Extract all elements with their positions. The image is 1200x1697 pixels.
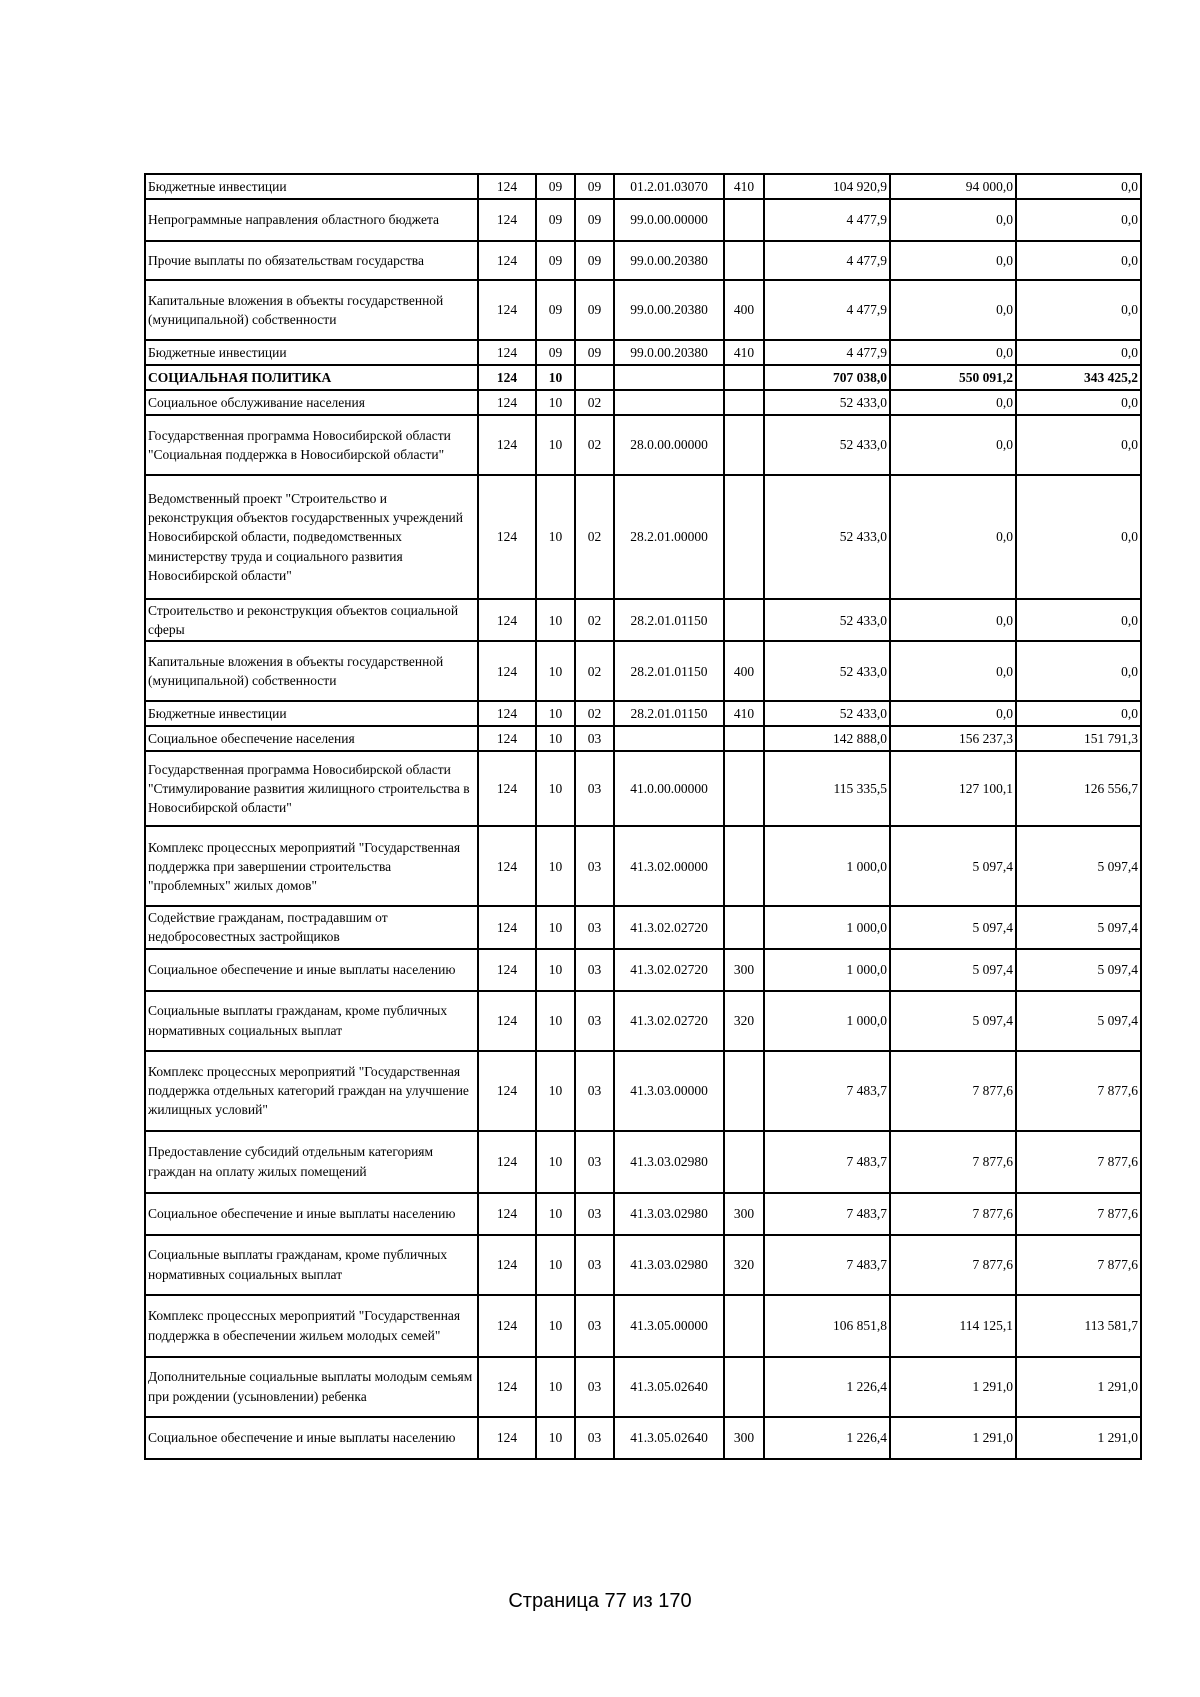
cell-amount-year2: 0,0: [890, 241, 1016, 280]
cell-amount-year1: 115 335,5: [764, 751, 890, 826]
cell-amount-year1: 104 920,9: [764, 174, 890, 199]
cell-expense-type: [724, 751, 764, 826]
table-row: [145, 199, 1141, 241]
cell-grbs: 124: [478, 415, 536, 475]
table-row: [145, 1235, 1141, 1295]
cell-name: Государственная программа Новосибирской области "Стимулирование развития жилищного строительства в Новосибирской области": [145, 751, 478, 826]
cell-section: 09: [536, 280, 575, 340]
cell-expense-type: [724, 599, 764, 641]
cell-name: Государственная программа Новосибирской области "Социальная поддержка в Новосибирской области": [145, 415, 478, 475]
cell-amount-year1: 4 477,9: [764, 340, 890, 365]
cell-grbs: 124: [478, 751, 536, 826]
table-row: [145, 599, 1141, 641]
cell-target-article: 41.3.03.00000: [614, 1051, 724, 1131]
cell-name: Предоставление субсидий отдельным категориям граждан на оплату жилых помещений: [145, 1131, 478, 1193]
table-row: [145, 1357, 1141, 1417]
cell-amount-year3: 0,0: [1016, 475, 1141, 599]
cell-expense-type: [724, 390, 764, 415]
cell-amount-year1: 142 888,0: [764, 726, 890, 751]
cell-subsection: 02: [575, 475, 614, 599]
cell-amount-year2: 7 877,6: [890, 1235, 1016, 1295]
budget-table: [144, 173, 1142, 1460]
cell-target-article: 28.2.01.01150: [614, 641, 724, 701]
cell-target-article: [614, 390, 724, 415]
cell-grbs: 124: [478, 365, 536, 390]
table-row: [145, 1295, 1141, 1357]
cell-target-article: 28.0.00.00000: [614, 415, 724, 475]
cell-amount-year2: 5 097,4: [890, 826, 1016, 906]
cell-amount-year1: 1 226,4: [764, 1417, 890, 1459]
cell-subsection: 09: [575, 241, 614, 280]
cell-section: 10: [536, 751, 575, 826]
cell-expense-type: 410: [724, 340, 764, 365]
cell-grbs: 124: [478, 949, 536, 991]
cell-name: Непрограммные направления областного бюджета: [145, 199, 478, 241]
cell-amount-year1: 52 433,0: [764, 390, 890, 415]
table-row: [145, 991, 1141, 1051]
cell-target-article: [614, 726, 724, 751]
cell-amount-year3: 126 556,7: [1016, 751, 1141, 826]
cell-name: Комплекс процессных мероприятий "Государственная поддержка отдельных категорий граждан на улучшение жилищных условий": [145, 1051, 478, 1131]
cell-name: Бюджетные инвестиции: [145, 174, 478, 199]
cell-amount-year2: 550 091,2: [890, 365, 1016, 390]
cell-expense-type: 300: [724, 1193, 764, 1235]
cell-expense-type: [724, 199, 764, 241]
cell-section: 10: [536, 1051, 575, 1131]
table-row: [145, 1131, 1141, 1193]
cell-amount-year1: 52 433,0: [764, 641, 890, 701]
cell-amount-year2: 5 097,4: [890, 949, 1016, 991]
cell-amount-year3: 5 097,4: [1016, 991, 1141, 1051]
cell-grbs: 124: [478, 701, 536, 726]
cell-target-article: 41.3.03.02980: [614, 1235, 724, 1295]
cell-section: 10: [536, 1295, 575, 1357]
cell-amount-year3: 0,0: [1016, 241, 1141, 280]
cell-amount-year2: 7 877,6: [890, 1051, 1016, 1131]
cell-expense-type: 320: [724, 991, 764, 1051]
cell-grbs: 124: [478, 1193, 536, 1235]
cell-subsection: 03: [575, 1235, 614, 1295]
cell-grbs: 124: [478, 906, 536, 948]
cell-amount-year2: 0,0: [890, 415, 1016, 475]
cell-amount-year3: 0,0: [1016, 340, 1141, 365]
cell-amount-year1: 52 433,0: [764, 701, 890, 726]
table-row: [145, 475, 1141, 599]
cell-target-article: 28.2.01.01150: [614, 701, 724, 726]
table-row: [145, 906, 1141, 948]
cell-amount-year1: 7 483,7: [764, 1051, 890, 1131]
cell-grbs: 124: [478, 1235, 536, 1295]
cell-section: 10: [536, 390, 575, 415]
cell-subsection: 03: [575, 826, 614, 906]
cell-amount-year3: 5 097,4: [1016, 906, 1141, 948]
table-row: [145, 1193, 1141, 1235]
cell-amount-year3: 5 097,4: [1016, 826, 1141, 906]
cell-section: 10: [536, 475, 575, 599]
cell-amount-year3: 0,0: [1016, 280, 1141, 340]
table-row: [145, 1051, 1141, 1131]
cell-amount-year2: 0,0: [890, 390, 1016, 415]
cell-grbs: 124: [478, 991, 536, 1051]
cell-subsection: 03: [575, 949, 614, 991]
cell-subsection: 02: [575, 599, 614, 641]
cell-target-article: 99.0.00.20380: [614, 280, 724, 340]
cell-amount-year1: 4 477,9: [764, 280, 890, 340]
cell-target-article: 28.2.01.00000: [614, 475, 724, 599]
cell-amount-year1: 7 483,7: [764, 1193, 890, 1235]
cell-amount-year1: 4 477,9: [764, 199, 890, 241]
cell-section: 09: [536, 340, 575, 365]
cell-amount-year1: 52 433,0: [764, 415, 890, 475]
cell-name: Прочие выплаты по обязательствам государства: [145, 241, 478, 280]
cell-amount-year1: 1 000,0: [764, 949, 890, 991]
cell-target-article: 41.3.03.02980: [614, 1131, 724, 1193]
cell-target-article: 41.3.02.02720: [614, 991, 724, 1051]
cell-target-article: 41.3.05.02640: [614, 1357, 724, 1417]
cell-amount-year3: 0,0: [1016, 390, 1141, 415]
cell-subsection: 03: [575, 1131, 614, 1193]
cell-grbs: 124: [478, 280, 536, 340]
cell-expense-type: 410: [724, 174, 764, 199]
cell-expense-type: [724, 826, 764, 906]
cell-target-article: 99.0.00.00000: [614, 199, 724, 241]
cell-expense-type: [724, 415, 764, 475]
cell-amount-year3: 0,0: [1016, 415, 1141, 475]
table-row: [145, 340, 1141, 365]
cell-target-article: 41.3.02.00000: [614, 826, 724, 906]
cell-target-article: 41.3.02.02720: [614, 949, 724, 991]
cell-grbs: 124: [478, 241, 536, 280]
cell-amount-year2: 5 097,4: [890, 906, 1016, 948]
cell-amount-year2: 0,0: [890, 340, 1016, 365]
cell-expense-type: [724, 1131, 764, 1193]
cell-amount-year2: 5 097,4: [890, 991, 1016, 1051]
cell-name: Социальное обслуживание населения: [145, 390, 478, 415]
cell-grbs: 124: [478, 726, 536, 751]
cell-subsection: 09: [575, 174, 614, 199]
cell-amount-year1: 1 000,0: [764, 826, 890, 906]
cell-section: 10: [536, 1235, 575, 1295]
budget-table-body: [145, 174, 1141, 1459]
cell-subsection: 03: [575, 1193, 614, 1235]
cell-target-article: 41.3.05.00000: [614, 1295, 724, 1357]
table-row: [145, 174, 1141, 199]
table-row: [145, 1417, 1141, 1459]
cell-section: 10: [536, 1417, 575, 1459]
cell-expense-type: 400: [724, 641, 764, 701]
cell-grbs: 124: [478, 475, 536, 599]
cell-grbs: 124: [478, 174, 536, 199]
cell-expense-type: 320: [724, 1235, 764, 1295]
cell-section: 10: [536, 415, 575, 475]
cell-amount-year2: 0,0: [890, 475, 1016, 599]
cell-target-article: 28.2.01.01150: [614, 599, 724, 641]
cell-amount-year2: 0,0: [890, 599, 1016, 641]
cell-amount-year3: 0,0: [1016, 701, 1141, 726]
cell-section: 10: [536, 949, 575, 991]
cell-amount-year3: 0,0: [1016, 199, 1141, 241]
cell-section: 10: [536, 599, 575, 641]
cell-target-article: 01.2.01.03070: [614, 174, 724, 199]
cell-amount-year1: 1 226,4: [764, 1357, 890, 1417]
cell-name: Комплекс процессных мероприятий "Государственная поддержка при завершении строительства "проблемных" жилых домов": [145, 826, 478, 906]
cell-amount-year2: 0,0: [890, 280, 1016, 340]
cell-grbs: 124: [478, 1295, 536, 1357]
cell-amount-year3: 0,0: [1016, 174, 1141, 199]
table-row: [145, 751, 1141, 826]
page-number: Страница 77 из 170: [508, 1590, 692, 1612]
cell-subsection: 03: [575, 726, 614, 751]
cell-expense-type: [724, 475, 764, 599]
cell-amount-year2: 0,0: [890, 641, 1016, 701]
cell-name: Ведомственный проект "Строительство и реконструкция объектов государственных учреждений Новосибирской области, подведомственных министерству труда и социального развития Новосибирской области": [145, 475, 478, 599]
cell-expense-type: [724, 241, 764, 280]
cell-expense-type: 400: [724, 280, 764, 340]
cell-target-article: 41.3.02.02720: [614, 906, 724, 948]
cell-grbs: 124: [478, 599, 536, 641]
cell-grbs: 124: [478, 1131, 536, 1193]
cell-grbs: 124: [478, 641, 536, 701]
cell-expense-type: [724, 1295, 764, 1357]
cell-amount-year3: 5 097,4: [1016, 949, 1141, 991]
cell-subsection: 02: [575, 390, 614, 415]
cell-amount-year3: 7 877,6: [1016, 1051, 1141, 1131]
cell-section: 10: [536, 1357, 575, 1417]
cell-name: Социальные выплаты гражданам, кроме публичных нормативных социальных выплат: [145, 991, 478, 1051]
cell-expense-type: [724, 365, 764, 390]
cell-name: Социальное обеспечение населения: [145, 726, 478, 751]
cell-section: 10: [536, 365, 575, 390]
cell-name: Социальные выплаты гражданам, кроме публичных нормативных социальных выплат: [145, 1235, 478, 1295]
cell-amount-year1: 7 483,7: [764, 1131, 890, 1193]
cell-name: СОЦИАЛЬНАЯ ПОЛИТИКА: [145, 365, 478, 390]
cell-section: 10: [536, 1193, 575, 1235]
cell-name: Капитальные вложения в объекты государственной (муниципальной) собственности: [145, 641, 478, 701]
cell-amount-year3: 7 877,6: [1016, 1193, 1141, 1235]
cell-subsection: 09: [575, 280, 614, 340]
cell-subsection: 02: [575, 701, 614, 726]
cell-subsection: 09: [575, 199, 614, 241]
cell-section: 10: [536, 826, 575, 906]
table-row: [145, 701, 1141, 726]
cell-target-article: [614, 365, 724, 390]
cell-target-article: 41.3.05.02640: [614, 1417, 724, 1459]
table-row: [145, 241, 1141, 280]
cell-grbs: 124: [478, 340, 536, 365]
cell-amount-year2: 94 000,0: [890, 174, 1016, 199]
cell-amount-year2: 1 291,0: [890, 1357, 1016, 1417]
table-row: [145, 280, 1141, 340]
cell-grbs: 124: [478, 1051, 536, 1131]
cell-subsection: 03: [575, 1417, 614, 1459]
cell-section: 10: [536, 641, 575, 701]
cell-amount-year3: 113 581,7: [1016, 1295, 1141, 1357]
cell-section: 10: [536, 701, 575, 726]
cell-amount-year2: 114 125,1: [890, 1295, 1016, 1357]
cell-amount-year1: 106 851,8: [764, 1295, 890, 1357]
cell-subsection: 09: [575, 340, 614, 365]
cell-section: 10: [536, 1131, 575, 1193]
cell-subsection: 03: [575, 906, 614, 948]
cell-subsection: 03: [575, 991, 614, 1051]
cell-expense-type: 300: [724, 1417, 764, 1459]
cell-target-article: 41.3.03.02980: [614, 1193, 724, 1235]
cell-amount-year3: 0,0: [1016, 641, 1141, 701]
cell-section: 10: [536, 726, 575, 751]
cell-grbs: 124: [478, 390, 536, 415]
cell-amount-year2: 7 877,6: [890, 1193, 1016, 1235]
cell-amount-year3: 343 425,2: [1016, 365, 1141, 390]
cell-amount-year3: 151 791,3: [1016, 726, 1141, 751]
cell-expense-type: [724, 726, 764, 751]
cell-amount-year2: 7 877,6: [890, 1131, 1016, 1193]
cell-subsection: 02: [575, 415, 614, 475]
cell-amount-year2: 1 291,0: [890, 1417, 1016, 1459]
cell-section: 09: [536, 241, 575, 280]
cell-name: Бюджетные инвестиции: [145, 340, 478, 365]
cell-grbs: 124: [478, 1417, 536, 1459]
cell-amount-year1: 52 433,0: [764, 599, 890, 641]
cell-amount-year1: 7 483,7: [764, 1235, 890, 1295]
cell-amount-year3: 0,0: [1016, 599, 1141, 641]
cell-expense-type: [724, 906, 764, 948]
cell-name: Комплекс процессных мероприятий "Государственная поддержка в обеспечении жильем молодых семей": [145, 1295, 478, 1357]
cell-target-article: 99.0.00.20380: [614, 241, 724, 280]
cell-amount-year2: 127 100,1: [890, 751, 1016, 826]
cell-name: Содействие гражданам, пострадавшим от недобросовестных застройщиков: [145, 906, 478, 948]
cell-subsection: 03: [575, 1051, 614, 1131]
table-row: [145, 365, 1141, 390]
cell-subsection: 03: [575, 1357, 614, 1417]
cell-amount-year1: 52 433,0: [764, 475, 890, 599]
cell-amount-year3: 7 877,6: [1016, 1235, 1141, 1295]
table-row: [145, 415, 1141, 475]
cell-target-article: 41.0.00.00000: [614, 751, 724, 826]
cell-name: Социальное обеспечение и иные выплаты населению: [145, 1193, 478, 1235]
cell-name: Строительство и реконструкция объектов социальной сферы: [145, 599, 478, 641]
cell-expense-type: [724, 1357, 764, 1417]
table-row: [145, 641, 1141, 701]
cell-expense-type: 410: [724, 701, 764, 726]
cell-amount-year3: 1 291,0: [1016, 1357, 1141, 1417]
cell-amount-year3: 1 291,0: [1016, 1417, 1141, 1459]
cell-amount-year3: 7 877,6: [1016, 1131, 1141, 1193]
cell-name: Бюджетные инвестиции: [145, 701, 478, 726]
cell-amount-year1: 1 000,0: [764, 991, 890, 1051]
cell-name: Социальное обеспечение и иные выплаты населению: [145, 1417, 478, 1459]
cell-subsection: 03: [575, 751, 614, 826]
cell-amount-year2: 156 237,3: [890, 726, 1016, 751]
cell-expense-type: [724, 1051, 764, 1131]
cell-target-article: 99.0.00.20380: [614, 340, 724, 365]
cell-section: 09: [536, 174, 575, 199]
table-row: [145, 949, 1141, 991]
cell-subsection: 02: [575, 641, 614, 701]
table-row: [145, 726, 1141, 751]
cell-subsection: 03: [575, 1295, 614, 1357]
cell-section: 09: [536, 199, 575, 241]
cell-name: Дополнительные социальные выплаты молодым семьям при рождении (усыновлении) ребенка: [145, 1357, 478, 1417]
cell-grbs: 124: [478, 826, 536, 906]
cell-expense-type: 300: [724, 949, 764, 991]
table-row: [145, 390, 1141, 415]
cell-subsection: [575, 365, 614, 390]
cell-amount-year1: 4 477,9: [764, 241, 890, 280]
cell-amount-year2: 0,0: [890, 199, 1016, 241]
cell-amount-year1: 707 038,0: [764, 365, 890, 390]
cell-name: Капитальные вложения в объекты государственной (муниципальной) собственности: [145, 280, 478, 340]
cell-amount-year2: 0,0: [890, 701, 1016, 726]
cell-amount-year1: 1 000,0: [764, 906, 890, 948]
cell-section: 10: [536, 906, 575, 948]
cell-grbs: 124: [478, 1357, 536, 1417]
cell-section: 10: [536, 991, 575, 1051]
cell-grbs: 124: [478, 199, 536, 241]
table-row: [145, 826, 1141, 906]
cell-name: Социальное обеспечение и иные выплаты населению: [145, 949, 478, 991]
